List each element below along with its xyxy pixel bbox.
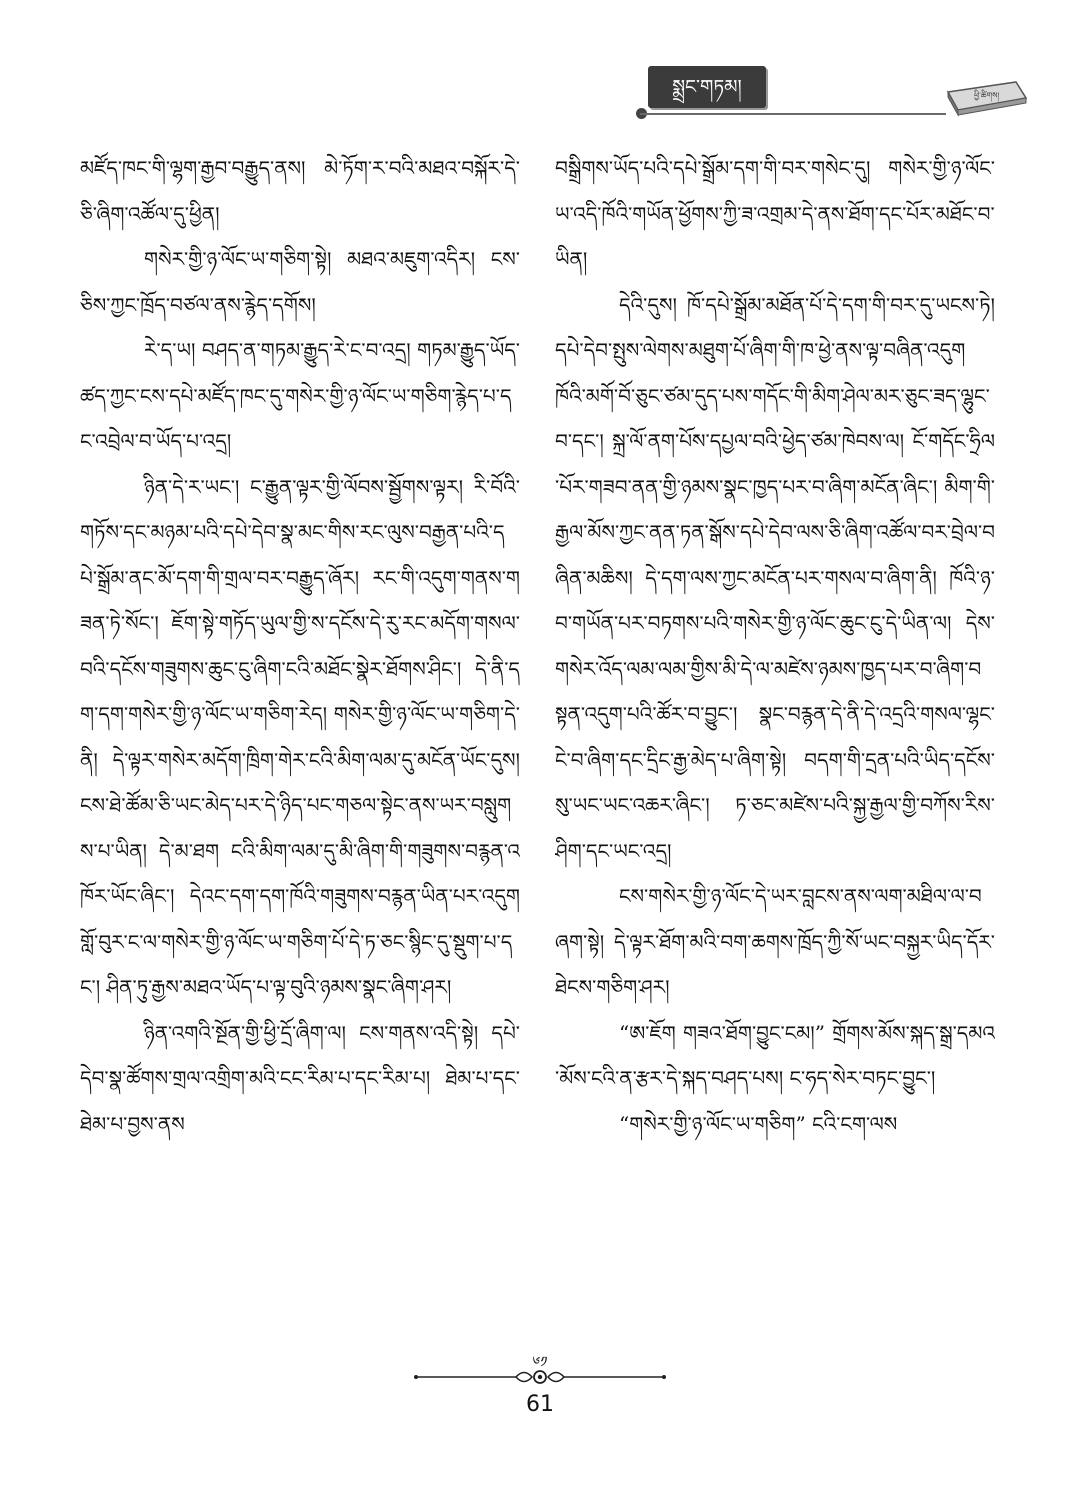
section-title-tab: [648, 66, 766, 108]
left-column-paragraph: ཉིན་དེ་ར་ཡང་། ང་རྒྱུན་ལྟར་གྱི་ལོབས་སྦྱོགས་ལྟར། རི་བོའི་གཏོས་དང་མཉམ་པའི་དཔེ་དེབ་སྣ་མང་གིས་རང་ལུས་བརྒྱན་པའི་དཔེ་སྒྲོམ་ནང་མོ་དག་གི་གྲལ་བར་བརྒྱུད་ཞོར། རང་གི་འདུག་གནས་གཟན་ཏེ་སོང་། ཇོག་སྟེ་གཏོད་ཡུལ་གྱི་ས་དངོས་དེ་རུ་རང་མདོག་གསལ་བའི་དངོས་གཟུགས་ཆུང་ངུ་ཞིག་ངའི་མཐོང་སྣེར་ཐོགས་ཤིང་། དེ་ནི་དག་དག་གསེར་གྱི་ཉ་ལོང་ཡ་གཅིག་རེད། གསེར་གྱི་ཉ་ལོང་ཡ་གཅིག་དེ་ནི། དེ་ལྟར་གསེར་མདོག་ཁྲིག་གེར་ངའི་མིག་ལམ་དུ་མངོན་ཡོང་དུས། ངས་ཐེ་ཚོམ་ཅི་ཡང་མེད་པར་དེ་ཉིད་པང་གཅལ་སྟེང་ནས་ཡར་བསླུགས་པ་ཡིན། དེ་མ་ཐག ངའི་མིག་ལམ་དུ་མི་ཞིག་གི་གཟུགས་བརྙན་འཁོར་ཡོང་ཞིང་། དེའང་དག་དག་ཁོའི་གཟུགས་བརྙན་ཡིན་པར་འདུག གློ་བུར་ང་ལ་གསེར་གྱི་ཉ་ལོང་ཡ་གཅིག་པོ་དེ་ཏ་ཅང་སྙིང་དུ་སྡུག་པ་དང་། ཤིན་ཏུ་རྒྱས་མཐའ་ཡོད་པ་ལྟ་བུའི་ཉམས་སྣང་ཞིག་ཤར།: [80, 474, 520, 999]
right-column: [555, 146, 995, 1316]
left-column-paragraph: རེ་ད་ཡ། བཤད་ན་གཏམ་རྒྱུད་རེ་ང་བ་འདྲ། གཏམ་རྒྱུད་ཡོད་ཚད་ཀྱང་ངས་དཔེ་མཛོད་ཁང་དུ་གསེར་གྱི་ཉ་ལོང་ཡ་གཅིག་རྙེད་པ་དང་འབྲེལ་བ་ཡོད་པ་འདྲ།: [80, 338, 520, 453]
right-column-paragraph: “གསེར་གྱི་ཉ་ལོང་ཡ་གཅིག” ངའི་ངག་ལས: [619, 1111, 898, 1136]
section-title: སྨྲང་གཏམ།: [672, 76, 742, 98]
tibetan-page-number: ༦༡: [532, 1353, 548, 1371]
right-column-paragraph: “ཨ་ཇོག གཟའ་ཐོག་བྱུང་ངམ།” གྲོགས་མོས་སྐད་སྒྲ་དམའ་མོས་ངའི་ན་རྩར་དེ་སྐད་བཤད་པས། ང་ཧད་སེར་བཏང་བྱུང་།: [555, 1020, 995, 1090]
book-label: ཕྱི་ཚིགས།: [974, 91, 1000, 100]
right-column-paragraph: ངས་གསེར་གྱི་ཉ་ལོང་དེ་ཡར་བླངས་ནས་ལག་མཐིལ་ལ་བཞག་སྟེ། དེ་ལྟར་ཐོག་མའི་བག་ཆགས་ཁྲོད་ཀྱི་སོ་ཡང་བསྐྱར་ཡིད་དོར་ཐེངས་གཅིག་ཤར།: [555, 884, 995, 999]
header-rule: [640, 113, 946, 115]
book-icon: [944, 78, 1028, 118]
right-column-paragraph: བསྒྲིགས་ཡོད་པའི་དཔེ་སྒྲོམ་དག་གི་བར་གསེང་དུ། གསེར་གྱི་ཉ་ལོང་ཡ་འདི་ཁོའི་གཡོན་ཕྱོགས་ཀྱི་ཟ་འགྲམ་དེ་ནས་ཐོག་དང་པོར་མཐོང་བ་ཡིན།: [555, 156, 995, 271]
right-column-paragraph: དེའི་དུས། ཁོ་དཔེ་སྒྲོམ་མཐོན་པོ་དེ་དག་གི་བར་དུ་ཡངས་ཏེ། དཔེ་དེབ་སྤུས་ལེགས་མཐུག་པོ་ཞིག་གི་ཁ་ཕྱེ་ནས་ལྟ་བཞིན་འདུག ཁོའི་མགོ་བོ་ཅུང་ཙམ་དུད་པས་གདོང་གི་མིག་ཤེལ་མར་ཅུང་ཟད་ལྷུང་བ་དང་། སྐྲ་ལོ་ནག་པོས་དཔྱལ་བའི་ཕྱེད་ཙམ་ཁེབས་ལ། ངོ་གདོང་ཧྲིལ་པོར་གཟབ་ནན་གྱི་ཉམས་སྣང་ཁྱད་པར་བ་ཞིག་མངོན་ཞིང་། མིག་གི་རྒྱལ་མོས་ཀྱང་ནན་ཏན་སྒོས་དཔེ་དེབ་ལས་ཅི་ཞིག་འཚོལ་བར་བྲེལ་བཞིན་མཆིས། དེ་དག་ལས་ཀྱང་མངོན་པར་གསལ་བ་ཞིག་ནི། ཁོའི་ཉ་བ་གཡོན་པར་བཏགས་པའི་གསེར་གྱི་ཉ་ལོང་ཆུང་ངུ་དེ་ཡིན་ལ། དེས་གསེར་འོད་ལམ་ལམ་གྱིས་མི་དེ་ལ་མཛེས་ཉམས་ཁྱད་པར་བ་ཞིག་བསྟན་འདུག་པའི་ཚོར་བ་བྱུང་། སྣང་བརྙན་དེ་ནི་དེ་འདྲའི་གསལ་ལྷང་ངེ་བ་ཞིག་དང་དྲིང་རྒྱ་མེད་པ་ཞིག་སྟེ། བདག་གི་དྲན་པའི་ཡིད་དངོས་སུ་ཡང་ཡང་འཆར་ཞིང་། ཏ་ཅང་མཛེས་པའི་སྐྱ་རྒྱལ་གྱི་བཀོས་རིས་ཤིག་དང་ཡང་འདྲ།: [555, 292, 995, 863]
left-column-paragraph: གསེར་གྱི་ཉ་ལོང་ཡ་གཅིག་སྟེ། མཐའ་མཇུག་འདིར། ངས་ཅིས་ཀྱང་ཁྲོད་བཙལ་ནས་རྙེད་དགོས།: [80, 247, 520, 317]
footer-ornament: [412, 1364, 668, 1390]
left-column-paragraph: ཉིན་འགའི་སྔོན་གྱི་ཕྱི་དྲོ་ཞིག་ལ། ངས་གནས་འདི་སྟེ། དཔེ་དེབ་སྣ་ཚོགས་གྲལ་འགྲིག་མའི་ངང་རིམ་པ་དང་རིམ་པ། ཐེམ་པ་དང་ཐེམ་པ་བྱས་ནས: [80, 1020, 520, 1136]
page-number: 61: [526, 1392, 554, 1417]
left-column-paragraph: མཛོད་ཁང་གི་ལྷག་རྒྱབ་བརྒྱུད་ནས། མེ་ཏོག་ར་བའི་མཐའ་བསྐོར་དེ་ཅི་ཞིག་འཚོལ་དུ་ཕྱིན།: [80, 156, 520, 226]
left-column: [80, 146, 520, 1316]
